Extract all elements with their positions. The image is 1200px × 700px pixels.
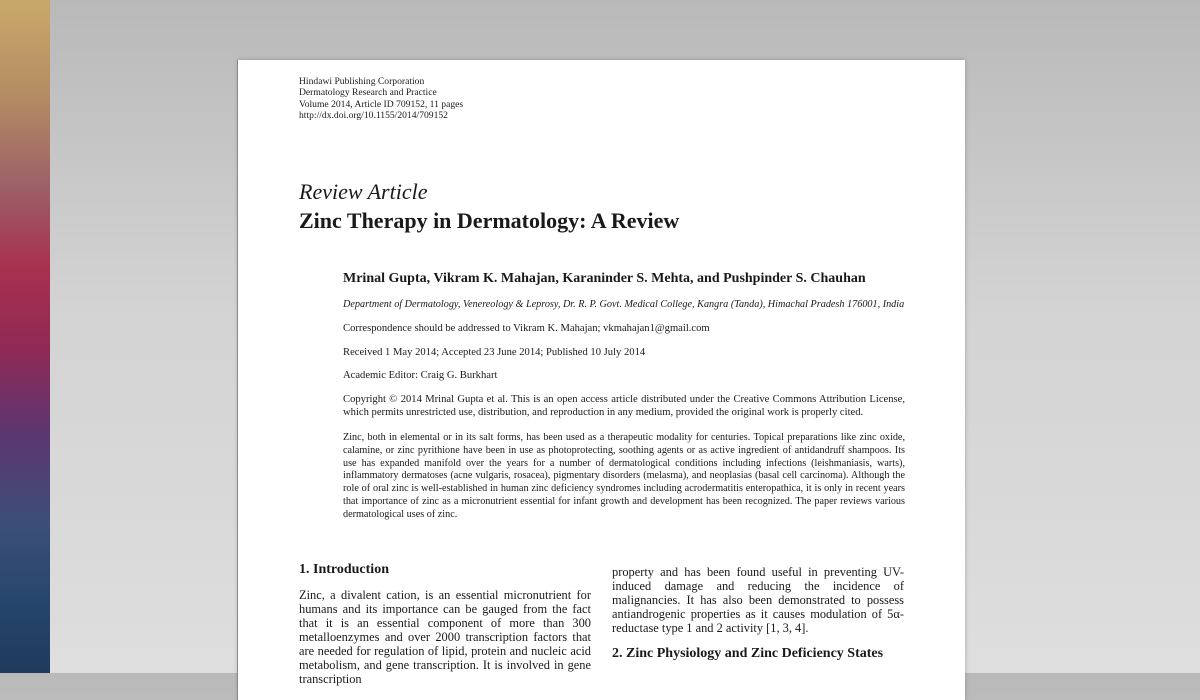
copyright-notice: Copyright © 2014 Mrinal Gupta et al. This is an open access article distributed under the Creative Commons Attribution License, which permits unrestricted use, distribution, and reproduction in any medium, provided the original work is properly cited. bbox=[343, 394, 905, 418]
journal-name: Dermatology Research and Practice bbox=[299, 87, 437, 99]
publication-dates: Received 1 May 2014; Accepted 23 June 2014; Published 10 July 2014 bbox=[343, 347, 646, 358]
section-heading-introduction: 1. Introduction bbox=[299, 562, 389, 577]
decorative-color-strip bbox=[0, 0, 50, 673]
volume-info: Volume 2014, Article ID 709152, 11 pages bbox=[299, 98, 464, 110]
journal-header bbox=[299, 76, 463, 122]
column2-text: property and has been found useful in preventing UV-induced damage and reducing the incidence of malignancies. It has also been demonstrated to possess antiandrogenic properties as it causes modulation of 5α-reductase type 1 and 2 activity [1, 3, 4]. bbox=[612, 565, 904, 635]
publisher-name: Hindawi Publishing Corporation bbox=[299, 76, 425, 87]
author-list: Mrinal Gupta, Vikram K. Mahajan, Karaninder S. Mehta, and Pushpinder S. Chauhan bbox=[343, 271, 866, 286]
article-title: Zinc Therapy in Dermatology: A Review bbox=[299, 208, 680, 233]
introduction-text: Zinc, a divalent cation, is an essential micronutrient for humans and its importance can be gauged from the fact that it is an essential component of more than 300 metalloenzymes and over 2000 transcription factors that are needed for regulation of lipid, protein and nucleic acid metabolism, and gene transcription. It is involved in gene transcription bbox=[299, 588, 591, 686]
article-type: Review Article bbox=[299, 179, 428, 204]
affiliation: Department of Dermatology, Venereology & Leprosy, Dr. R. P. Govt. Medical College, Kangra (Tanda), Himachal Pradesh 176001, India bbox=[343, 299, 905, 310]
section-heading-zinc-physiology: 2. Zinc Physiology and Zinc Deficiency States bbox=[612, 646, 884, 661]
academic-editor: Academic Editor: Craig G. Burkhart bbox=[343, 370, 498, 381]
paper-page bbox=[238, 60, 965, 700]
doi-link[interactable]: http://dx.doi.org/10.1155/2014/709152 bbox=[299, 110, 448, 122]
correspondence: Correspondence should be addressed to Vikram K. Mahajan; vkmahajan1@gmail.com bbox=[343, 323, 710, 334]
abstract: Zinc, both in elemental or in its salt forms, has been used as a therapeutic modality for centuries. Topical preparations like zinc oxide, calamine, or zinc pyrithione have been in use as photoprotecting, soothing agents or as active ingredient of antidandruff shampoos. Its use has expanded manifold over the years for a number of dermatological conditions including infections (leishmaniasis, warts), inflammatory dermatoses (acne vulgaris, rosacea), pigmentary disorders (melasma), and neoplasias (basal cell carcinoma). Although the role of oral zinc is well-established in human zinc deficiency syndromes including acrodermatitis enteropathica, it is only in recent years that importance of zinc as a micronutrient essential for infant growth and development has been recognized. The paper reviews various dermatological uses of zinc. bbox=[343, 432, 905, 520]
